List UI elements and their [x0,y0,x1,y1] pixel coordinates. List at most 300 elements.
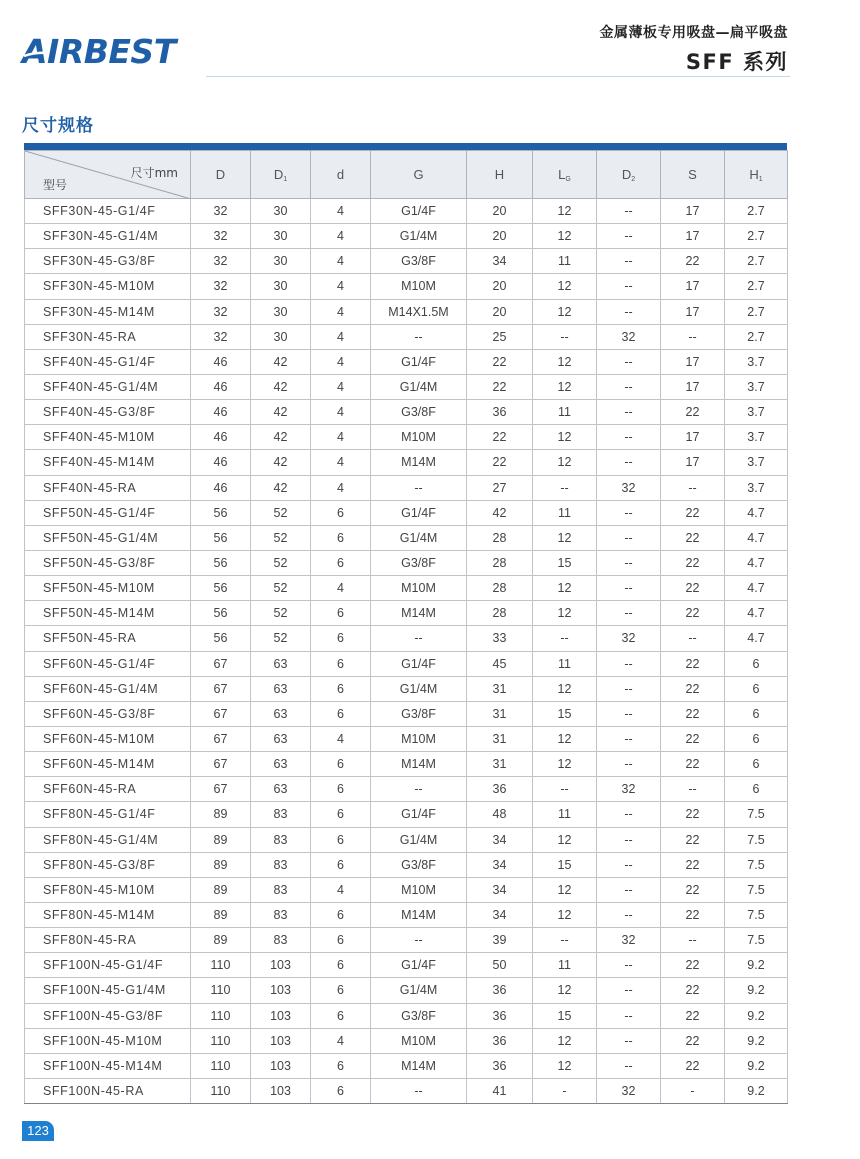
value-cell: -- [597,199,661,224]
value-cell: 67 [191,676,251,701]
value-cell: 6 [725,676,788,701]
value-cell: 31 [467,726,533,751]
model-cell: SFF80N-45-RA [25,928,191,953]
value-cell: 22 [661,953,725,978]
value-cell: -- [597,550,661,575]
value-cell: G1/4M [371,224,467,249]
value-cell: G1/4F [371,953,467,978]
table-row [25,450,788,475]
value-cell: 9.2 [725,1028,788,1053]
value-cell: M10M [371,877,467,902]
model-cell: SFF30N-45-G3/8F [25,249,191,274]
value-cell: G3/8F [371,249,467,274]
value-cell: M14X1.5M [371,299,467,324]
model-cell: SFF80N-45-G1/4F [25,802,191,827]
table-row [25,676,788,701]
value-cell: -- [533,777,597,802]
value-cell: G3/8F [371,550,467,575]
column-header: D [191,151,251,199]
value-cell: 42 [251,450,311,475]
column-header: S [661,151,725,199]
value-cell: 32 [597,777,661,802]
value-cell: 12 [533,877,597,902]
model-cell: SFF50N-45-G1/4M [25,525,191,550]
value-cell: 110 [191,1003,251,1028]
value-cell: 7.5 [725,827,788,852]
value-cell: G1/4M [371,374,467,399]
value-cell: G1/4M [371,676,467,701]
value-cell: 25 [467,324,533,349]
value-cell: -- [661,324,725,349]
value-cell: 63 [251,676,311,701]
value-cell: 83 [251,827,311,852]
column-header: $D_1$ [251,151,311,199]
spec-table [24,150,788,1104]
value-cell: -- [597,576,661,601]
value-cell: 45 [467,651,533,676]
model-cell: SFF50N-45-M14M [25,601,191,626]
value-cell: 34 [467,827,533,852]
value-cell: 22 [467,425,533,450]
value-cell: 22 [661,676,725,701]
value-cell: 4 [311,450,371,475]
value-cell: 17 [661,349,725,374]
model-cell: SFF100N-45-M14M [25,1053,191,1078]
value-cell: -- [597,978,661,1003]
table-row [25,928,788,953]
value-cell: 41 [467,1078,533,1103]
value-cell: 6 [311,500,371,525]
value-cell: 89 [191,877,251,902]
value-cell: 12 [533,676,597,701]
table-row [25,752,788,777]
model-cell: SFF40N-45-RA [25,475,191,500]
value-cell: 89 [191,802,251,827]
table-row [25,852,788,877]
value-cell: 67 [191,701,251,726]
value-cell: M10M [371,1028,467,1053]
value-cell: 22 [467,374,533,399]
value-cell: 4 [311,224,371,249]
table-row [25,726,788,751]
value-cell: 12 [533,576,597,601]
table-top-bar [24,143,787,150]
header-corner-cell [25,151,191,199]
value-cell: 22 [661,1003,725,1028]
value-cell: 103 [251,1078,311,1103]
value-cell: 6 [311,902,371,927]
model-cell: SFF50N-45-G1/4F [25,500,191,525]
value-cell: 46 [191,450,251,475]
value-cell: -- [597,802,661,827]
table-row [25,425,788,450]
model-cell: SFF40N-45-M10M [25,425,191,450]
value-cell: 30 [251,249,311,274]
value-cell: 20 [467,299,533,324]
value-cell: 56 [191,626,251,651]
value-cell: G3/8F [371,1003,467,1028]
table-row [25,827,788,852]
value-cell: 31 [467,701,533,726]
value-cell: 7.5 [725,877,788,902]
value-cell: 30 [251,274,311,299]
table-row [25,324,788,349]
value-cell: 63 [251,777,311,802]
value-cell: 4 [311,726,371,751]
model-cell: SFF80N-45-G3/8F [25,852,191,877]
value-cell: 46 [191,374,251,399]
value-cell: 20 [467,274,533,299]
value-cell: 63 [251,651,311,676]
value-cell: -- [597,701,661,726]
value-cell: 12 [533,450,597,475]
value-cell: 52 [251,500,311,525]
value-cell: 36 [467,400,533,425]
column-header: H [467,151,533,199]
value-cell: -- [597,827,661,852]
value-cell: -- [371,626,467,651]
value-cell: 6 [311,852,371,877]
value-cell: 56 [191,601,251,626]
value-cell: 103 [251,953,311,978]
value-cell: 32 [191,249,251,274]
value-cell: 6 [311,626,371,651]
value-cell: 32 [191,199,251,224]
value-cell: 4 [311,400,371,425]
value-cell: 32 [597,928,661,953]
model-cell: SFF60N-45-RA [25,777,191,802]
value-cell: 2.7 [725,299,788,324]
value-cell: 4 [311,199,371,224]
value-cell: 110 [191,978,251,1003]
value-cell: 39 [467,928,533,953]
value-cell: 22 [661,249,725,274]
value-cell: 36 [467,1028,533,1053]
value-cell: 11 [533,400,597,425]
value-cell: 22 [467,450,533,475]
value-cell: 22 [661,802,725,827]
value-cell: 4 [311,877,371,902]
value-cell: 83 [251,802,311,827]
value-cell: 22 [661,726,725,751]
value-cell: 89 [191,928,251,953]
value-cell: 4.7 [725,525,788,550]
value-cell: - [661,1078,725,1103]
value-cell: 6 [725,777,788,802]
value-cell: 17 [661,450,725,475]
value-cell: 32 [191,324,251,349]
value-cell: 34 [467,249,533,274]
value-cell: 36 [467,978,533,1003]
value-cell: 6 [311,651,371,676]
value-cell: -- [597,500,661,525]
table-row [25,1053,788,1078]
value-cell: 6 [311,1053,371,1078]
category-title: 金属薄板专用吸盘—扁平吸盘 [599,25,788,41]
value-cell: M10M [371,726,467,751]
table-row [25,525,788,550]
value-cell: 42 [467,500,533,525]
value-cell: -- [597,1053,661,1078]
value-cell: -- [597,1028,661,1053]
model-cell: SFF50N-45-G3/8F [25,550,191,575]
model-cell: SFF60N-45-M14M [25,752,191,777]
table-row [25,651,788,676]
value-cell: 12 [533,525,597,550]
value-cell: -- [597,953,661,978]
value-cell: 4 [311,299,371,324]
column-header: $D_2$ [597,151,661,199]
value-cell: 4 [311,475,371,500]
value-cell: 67 [191,651,251,676]
value-cell: -- [597,877,661,902]
value-cell: 110 [191,1028,251,1053]
value-cell: 32 [597,324,661,349]
value-cell: 6 [311,953,371,978]
value-cell: 12 [533,601,597,626]
value-cell: -- [533,928,597,953]
value-cell: 22 [661,701,725,726]
value-cell: -- [371,777,467,802]
value-cell: 3.7 [725,349,788,374]
value-cell: 12 [533,752,597,777]
value-cell: 42 [251,425,311,450]
value-cell: 32 [597,626,661,651]
value-cell: 6 [311,1078,371,1103]
value-cell: 4 [311,1028,371,1053]
value-cell: M10M [371,576,467,601]
table-row [25,249,788,274]
value-cell: 6 [725,752,788,777]
brand-logo [22,32,204,72]
value-cell: 63 [251,726,311,751]
value-cell: 17 [661,224,725,249]
table-row [25,400,788,425]
value-cell: 4.7 [725,626,788,651]
table-row [25,777,788,802]
value-cell: 32 [597,475,661,500]
value-cell: -- [597,374,661,399]
value-cell: 12 [533,1053,597,1078]
model-cell: SFF30N-45-G1/4F [25,199,191,224]
value-cell: 28 [467,550,533,575]
value-cell: -- [597,425,661,450]
value-cell: 12 [533,274,597,299]
model-cell: SFF80N-45-M14M [25,902,191,927]
model-cell: SFF60N-45-G3/8F [25,701,191,726]
value-cell: 4.7 [725,550,788,575]
value-cell: 15 [533,550,597,575]
value-cell: 9.2 [725,1053,788,1078]
value-cell: 22 [661,978,725,1003]
value-cell: 15 [533,852,597,877]
value-cell: -- [597,450,661,475]
value-cell: -- [371,324,467,349]
value-cell: -- [597,752,661,777]
value-cell: 12 [533,902,597,927]
column-header: G [371,151,467,199]
value-cell: 36 [467,1003,533,1028]
value-cell: 67 [191,752,251,777]
table-row [25,500,788,525]
model-cell: SFF100N-45-G3/8F [25,1003,191,1028]
value-cell: 4 [311,349,371,374]
table-row [25,601,788,626]
value-cell: G3/8F [371,400,467,425]
value-cell: 7.5 [725,928,788,953]
value-cell: 4.7 [725,500,788,525]
value-cell: 42 [251,400,311,425]
value-cell: 46 [191,475,251,500]
column-header: d [311,151,371,199]
value-cell: 12 [533,1028,597,1053]
value-cell: 103 [251,978,311,1003]
value-cell: -- [597,651,661,676]
value-cell: -- [597,1003,661,1028]
value-cell: 2.7 [725,324,788,349]
value-cell: -- [597,299,661,324]
value-cell: 36 [467,1053,533,1078]
value-cell: 103 [251,1053,311,1078]
model-cell: SFF30N-45-G1/4M [25,224,191,249]
value-cell: -- [597,274,661,299]
value-cell: 11 [533,500,597,525]
model-cell: SFF40N-45-G1/4M [25,374,191,399]
value-cell: 31 [467,676,533,701]
value-cell: 103 [251,1003,311,1028]
value-cell: G1/4M [371,827,467,852]
value-cell: -- [597,249,661,274]
value-cell: 67 [191,726,251,751]
value-cell: 6 [725,726,788,751]
value-cell: 22 [661,525,725,550]
value-cell: 22 [661,400,725,425]
model-cell: SFF80N-45-M10M [25,877,191,902]
value-cell: 6 [311,827,371,852]
table-row [25,576,788,601]
model-cell: SFF60N-45-G1/4M [25,676,191,701]
value-cell: 36 [467,777,533,802]
value-cell: 67 [191,777,251,802]
value-cell: 12 [533,978,597,1003]
value-cell: M10M [371,425,467,450]
value-cell: 22 [661,827,725,852]
model-cell: SFF100N-45-RA [25,1078,191,1103]
value-cell: 4 [311,374,371,399]
value-cell: -- [533,324,597,349]
value-cell: 9.2 [725,978,788,1003]
model-cell: SFF100N-45-G1/4M [25,978,191,1003]
table-row [25,1003,788,1028]
value-cell: -- [597,224,661,249]
value-cell: 12 [533,224,597,249]
model-cell: SFF40N-45-M14M [25,450,191,475]
spec-table-container [24,143,787,1104]
value-cell: 11 [533,953,597,978]
value-cell: 52 [251,601,311,626]
value-cell: - [533,1078,597,1103]
model-cell: SFF50N-45-RA [25,626,191,651]
table-row [25,1028,788,1053]
value-cell: 89 [191,852,251,877]
value-cell: -- [597,726,661,751]
value-cell: 7.5 [725,802,788,827]
value-cell: G1/4F [371,349,467,374]
logo-swoosh-icon [22,32,204,72]
value-cell: -- [597,852,661,877]
value-cell: 12 [533,199,597,224]
value-cell: G1/4F [371,500,467,525]
value-cell: 56 [191,576,251,601]
value-cell: 11 [533,802,597,827]
value-cell: 30 [251,324,311,349]
value-cell: 6 [311,550,371,575]
value-cell: 12 [533,827,597,852]
table-row [25,274,788,299]
value-cell: G1/4M [371,525,467,550]
value-cell: -- [371,928,467,953]
value-cell: G1/4F [371,199,467,224]
value-cell: 34 [467,877,533,902]
table-row [25,902,788,927]
page-number-badge: 123 [22,1121,54,1141]
table-row [25,199,788,224]
value-cell: 6 [311,601,371,626]
value-cell: 4 [311,425,371,450]
table-row [25,701,788,726]
value-cell: 63 [251,752,311,777]
column-header: $L_G$ [533,151,597,199]
value-cell: 89 [191,902,251,927]
value-cell: 56 [191,550,251,575]
value-cell: 32 [191,274,251,299]
value-cell: 31 [467,752,533,777]
value-cell: 15 [533,701,597,726]
value-cell: 12 [533,299,597,324]
value-cell: 22 [661,576,725,601]
value-cell: 2.7 [725,224,788,249]
value-cell: 22 [661,550,725,575]
value-cell: -- [371,475,467,500]
value-cell: 6 [311,978,371,1003]
value-cell: 32 [191,224,251,249]
value-cell: G1/4F [371,651,467,676]
value-cell: 6 [725,651,788,676]
value-cell: -- [597,400,661,425]
value-cell: 6 [311,525,371,550]
table-row [25,550,788,575]
value-cell: 4 [311,576,371,601]
table-row [25,953,788,978]
table-body [25,199,788,1104]
model-cell: SFF100N-45-M10M [25,1028,191,1053]
value-cell: 2.7 [725,199,788,224]
value-cell: 2.7 [725,274,788,299]
value-cell: 110 [191,1078,251,1103]
value-cell: 12 [533,726,597,751]
value-cell: 30 [251,199,311,224]
value-cell: 28 [467,525,533,550]
value-cell: 30 [251,224,311,249]
value-cell: -- [661,777,725,802]
model-cell: SFF30N-45-M14M [25,299,191,324]
value-cell: 3.7 [725,400,788,425]
value-cell: 22 [467,349,533,374]
model-cell: SFF100N-45-G1/4F [25,953,191,978]
table-row [25,224,788,249]
value-cell: 28 [467,576,533,601]
table-row [25,349,788,374]
